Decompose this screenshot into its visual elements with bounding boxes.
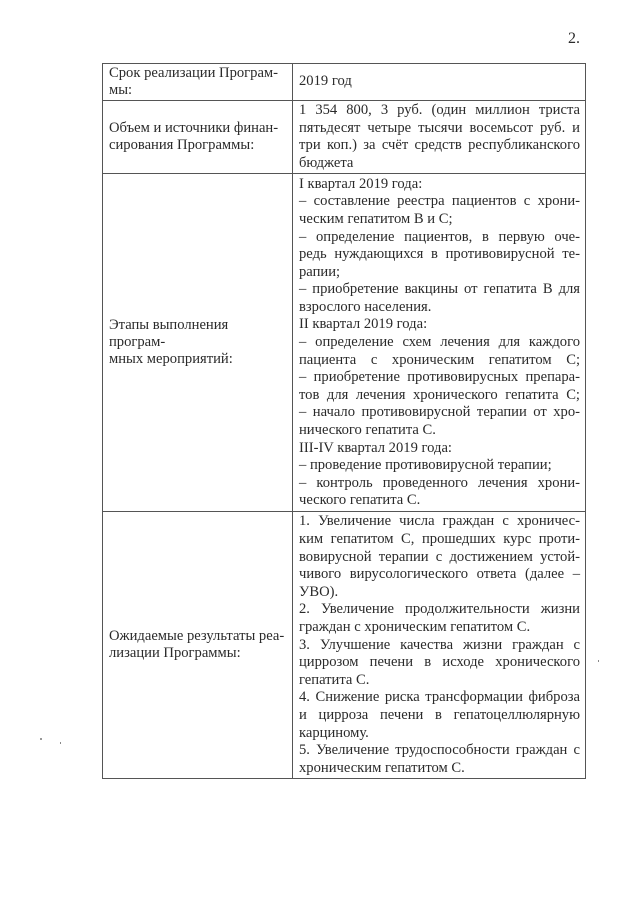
row-value-line: – контроль проведенного лечения хрони- xyxy=(299,474,580,491)
row-label-line: мы: xyxy=(109,82,133,98)
row-value-line: карциному. xyxy=(299,724,369,741)
row-value-line: чивого вирусологического ответа (далее – xyxy=(299,566,580,583)
row-label-line: лизации Программы: xyxy=(109,645,241,662)
scan-speck xyxy=(598,660,599,662)
row-value-line: – проведение противовирусной терапии; xyxy=(299,457,552,474)
row-label-line: сирования Программы: xyxy=(109,137,255,154)
row-value-line: ческим гепатитом В и С; xyxy=(299,210,453,227)
row-value-line: ческого гепатита С. xyxy=(299,492,421,509)
row-value-line: редь нуждающихся в противовирусной те- xyxy=(299,246,580,263)
row-value-line: 4. Снижение риска трансформации фиброза xyxy=(299,689,580,706)
row-value-line: ким гепатитом С, прошедших курс проти- xyxy=(299,530,580,547)
row-value-line: пациента с хроническим гепатитом С; xyxy=(299,351,580,368)
row-value-line: – начало противовирусной терапии от хро- xyxy=(299,404,580,421)
row-value-line: и цирроза печени в гепатоцеллюлярную xyxy=(299,706,580,723)
scan-speck xyxy=(40,738,42,740)
row-value-cell xyxy=(293,64,586,101)
row-value-line: бюджета xyxy=(299,154,354,171)
row-value-cell xyxy=(293,174,586,512)
row-value-line: 5. Увеличение трудоспособности граждан с xyxy=(299,742,580,759)
row-value-line: – определение пациентов, в первую оче- xyxy=(299,228,580,245)
row-value-line: III-IV квартал 2019 года: xyxy=(299,439,452,456)
row-value-line: тов для лечения хронического гепатита С; xyxy=(299,386,580,403)
table-row xyxy=(103,64,586,101)
row-value-line: граждан с хроническим гепатитом С. xyxy=(299,618,531,635)
row-value-line: 1 354 800, 3 руб. (один миллион триста xyxy=(299,102,580,118)
row-value-cell xyxy=(293,101,586,174)
row-label-cell xyxy=(103,101,293,174)
row-value-line: – приобретение противовирусных препара- xyxy=(299,369,580,386)
row-label-line: Срок реализации Програм- xyxy=(109,65,279,81)
row-value-line: гепатита С. xyxy=(299,671,370,688)
row-value-line: циррозом печени в исходе хронического xyxy=(299,654,580,671)
row-value-line: II квартал 2019 года: xyxy=(299,316,428,333)
row-label-cell xyxy=(103,64,293,101)
row-value-line: I квартал 2019 года: xyxy=(299,175,423,192)
row-value-line: 3. Улучшение качества жизни граждан с xyxy=(299,636,580,653)
table-row xyxy=(103,101,586,174)
row-value-line: 2. Увеличение продолжительности жизни xyxy=(299,601,580,618)
table-row xyxy=(103,512,586,779)
row-label-line: Объем и источники финан- xyxy=(109,120,279,137)
row-label-line: Этапы выполнения програм- xyxy=(109,317,229,351)
row-value-line: 2019 год xyxy=(299,73,352,90)
row-value-line: УВО). xyxy=(299,583,339,600)
row-value-line: – приобретение вакцины от гепатита В для xyxy=(299,281,580,298)
row-value-cell xyxy=(293,512,586,779)
program-passport-table xyxy=(102,63,586,779)
row-value-line: 1. Увеличение числа граждан с хроничес- xyxy=(299,513,580,530)
table-row xyxy=(103,174,586,512)
row-label-line: мных мероприятий: xyxy=(109,351,233,368)
row-label-cell xyxy=(103,512,293,779)
row-label-cell xyxy=(103,174,293,512)
row-value-line: вовирусной терапии с достижением устой- xyxy=(299,548,580,565)
row-value-line: взрослого населения. xyxy=(299,298,432,315)
scan-speck xyxy=(60,742,61,744)
row-value-line: три коп.) за счёт средств республиканского xyxy=(299,137,580,154)
row-value-line: хроническим гепатитом С. xyxy=(299,759,465,776)
page-number: 2. xyxy=(568,30,580,47)
row-value-line: рапии; xyxy=(299,263,341,280)
row-value-line: пятьдесят четыре тысячи восемьсот руб. и xyxy=(299,119,580,136)
row-value-line: нического гепатита С. xyxy=(299,422,436,439)
row-value-line: – составление реестра пациентов с хрони- xyxy=(299,193,580,210)
row-label-line: Ожидаемые результаты реа- xyxy=(109,628,285,645)
row-value-line: – определение схем лечения для каждого xyxy=(299,334,580,351)
